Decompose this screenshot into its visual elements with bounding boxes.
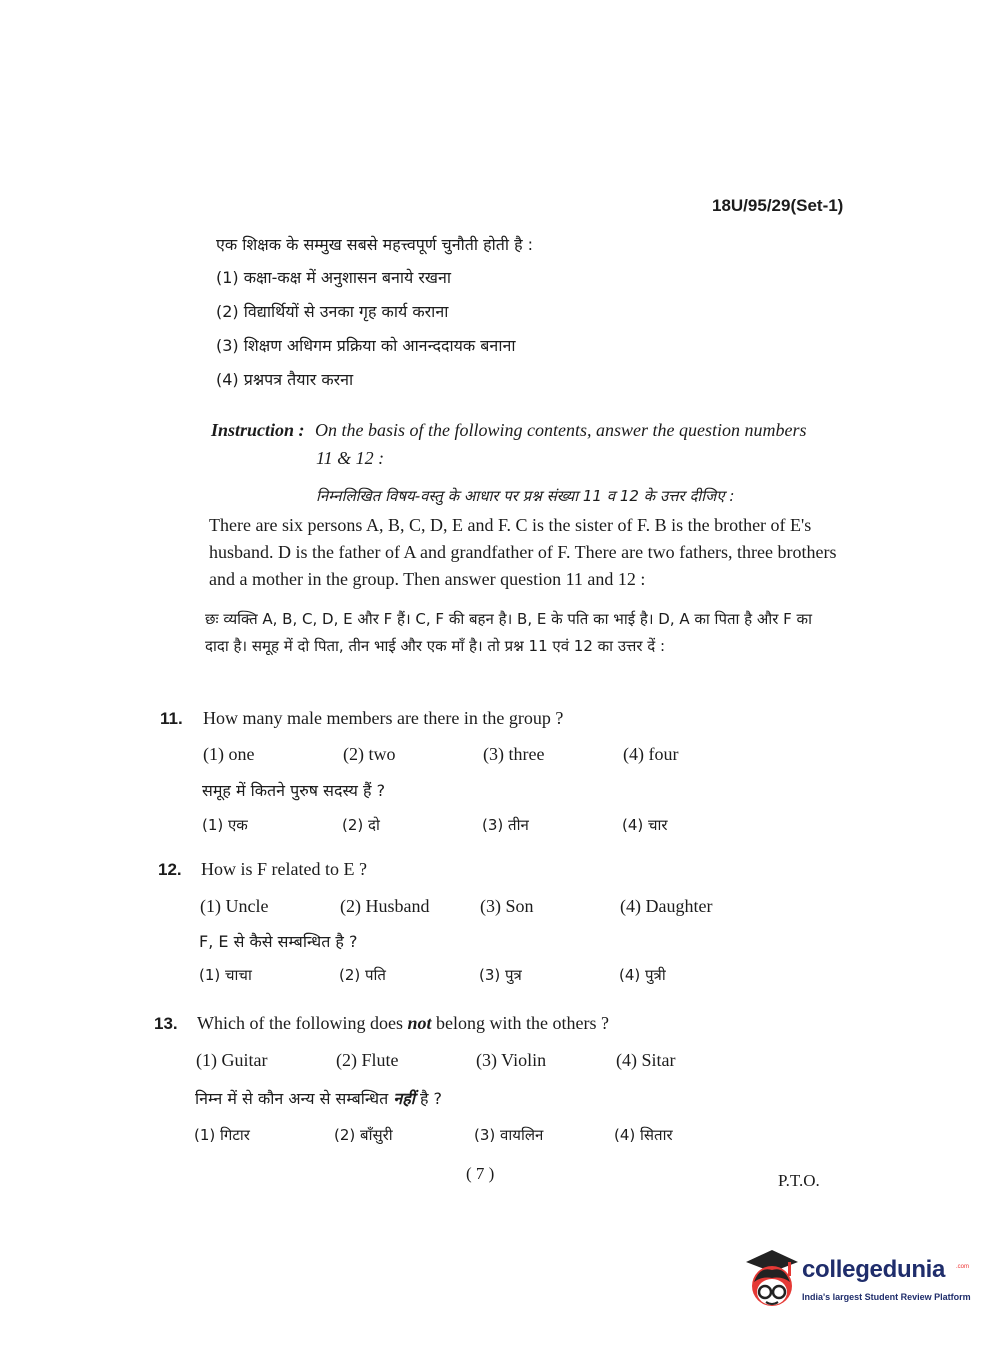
question-text-part: Which of the following does — [197, 1013, 408, 1033]
option-2: (2) two — [343, 744, 396, 764]
instruction-text-2: 11 & 12 : — [316, 448, 385, 468]
instruction-line — [211, 420, 807, 441]
pto-label: P.T.O. — [778, 1171, 820, 1190]
mascot-icon — [742, 1248, 800, 1314]
question-number: 12. — [158, 860, 182, 879]
instruction-hindi: निम्नलिखित विषय-वस्तु के आधार पर प्रश्न संख्या 11 व 12 के उत्तर दीजिए : — [316, 487, 735, 505]
question-text-part: निम्न में से कौन अन्य से सम्बन्धित — [195, 1089, 394, 1108]
prev-option-1: (1) कक्षा-कक्ष में अनुशासन बनाये रखना — [216, 268, 452, 287]
question-emphasis: नहीं — [393, 1089, 415, 1108]
option-row — [203, 744, 763, 765]
question-text-hindi: F, E से कैसे सम्बन्धित है ? — [199, 932, 358, 951]
paper-code: 18U/95/29(Set-1) — [712, 196, 844, 215]
page-number: ( 7 ) — [466, 1164, 495, 1183]
question-emphasis: not — [407, 1013, 432, 1033]
option-row-hindi — [194, 1125, 754, 1145]
option-4-hindi: (4) पुत्री — [619, 966, 666, 984]
option-3-hindi: (3) तीन — [482, 816, 529, 834]
option-4: (4) Daughter — [620, 896, 713, 916]
option-4: (4) Sitar — [616, 1050, 676, 1070]
logo-tagline: India's largest Student Review Platform — [802, 1292, 971, 1302]
prev-option-2: (2) विद्यार्थियों से उनका गृह कार्य कराना — [216, 302, 449, 321]
option-2-hindi: (2) दो — [342, 816, 380, 834]
option-3: (3) Violin — [476, 1050, 547, 1070]
option-1-hindi: (1) गिटार — [194, 1126, 250, 1144]
option-3: (3) three — [483, 744, 545, 764]
question-text: How is F related to E ? — [201, 859, 367, 879]
instruction-label: Instruction : — [211, 420, 305, 440]
option-1: (1) Uncle — [200, 896, 269, 916]
question-text-hindi: समूह में कितने पुरुष सदस्य हैं ? — [202, 781, 386, 800]
instruction-text: On the basis of the following contents, answer the question numbers — [315, 420, 807, 440]
option-2: (2) Husband — [340, 896, 430, 916]
option-3-hindi: (3) वायलिन — [474, 1126, 544, 1144]
option-4: (4) four — [623, 744, 679, 764]
option-row-hindi — [202, 815, 762, 835]
prev-option-4: (4) प्रश्नपत्र तैयार करना — [216, 370, 354, 389]
logo-com: .com — [956, 1264, 970, 1270]
prev-option-3: (3) शिक्षण अधिगम प्रक्रिया को आनन्ददायक बनाना — [216, 336, 516, 355]
passage-english: There are six persons A, B, C, D, E and F. C is the sister of F. B is the brother of E's husband. D is the father of A and grandfather of F. There are two fathers, three brothers and a mother in the group. Then answer question 11 and 12 : — [209, 515, 837, 589]
question-number: 11. — [160, 709, 183, 728]
option-row — [200, 896, 760, 917]
question-text — [197, 1013, 609, 1034]
passage-hindi: छः व्यक्ति A, B, C, D, E और F हैं। C, F की बहन है। B, E के पति का भाई है। D, A का पिता है और F का दादा है। समूह में दो पिता, तीन भाई और एक माँ है। तो प्रश्न 11 एवं 12 का उत्तर दें : — [205, 610, 812, 655]
option-1: (1) Guitar — [196, 1050, 268, 1070]
question-number: 13. — [154, 1014, 178, 1033]
option-3-hindi: (3) पुत्र — [479, 966, 522, 984]
option-4-hindi: (4) चार — [622, 816, 668, 834]
option-row — [196, 1050, 756, 1071]
option-1-hindi: (1) एक — [202, 816, 248, 834]
option-3: (3) Son — [480, 896, 534, 916]
option-1-hindi: (1) चाचा — [199, 966, 252, 984]
question-text: How many male members are there in the group ? — [203, 708, 564, 728]
option-row-hindi — [199, 965, 759, 985]
prev-question-stem: एक शिक्षक के सम्मुख सबसे महत्त्वपूर्ण चुनौती होती है : — [216, 235, 534, 254]
option-2: (2) Flute — [336, 1050, 399, 1070]
question-text-part: belong with the others ? — [431, 1013, 609, 1033]
option-4-hindi: (4) सितार — [614, 1126, 673, 1144]
collegedunia-logo — [742, 1248, 972, 1314]
option-2-hindi: (2) बाँसुरी — [334, 1126, 393, 1144]
question-text-part: है ? — [414, 1089, 443, 1108]
logo-brand: collegedunia — [802, 1256, 946, 1283]
option-2-hindi: (2) पति — [339, 966, 386, 984]
option-1: (1) one — [203, 744, 255, 764]
question-text-hindi — [195, 1087, 442, 1109]
